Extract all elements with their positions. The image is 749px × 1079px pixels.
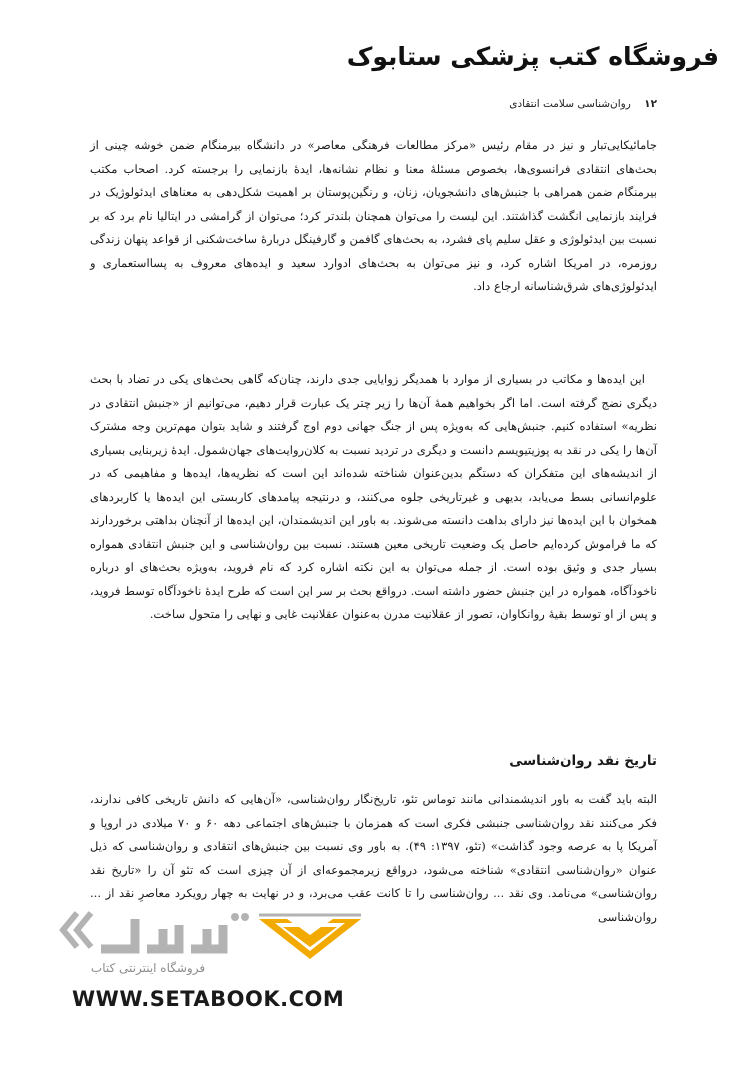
chevron-left-icon xyxy=(55,905,95,955)
section-heading: تاریخ نقد روان‌شناسی xyxy=(509,753,657,769)
store-title: فروشگاه کتب پزشکی ستابوک xyxy=(346,42,719,71)
paragraph-2: این ایده‌ها و مکاتب در بسیاری از موارد با همدیگر زوایایی جدی دارند، چنان‌که گاهی بحث‌های یکی در تضاد با بحث دیگری نضج گرفته است. اما اگر بخواهیم همهٔ آن‌ها را زیر چتر یک عبارت قرار دهیم، می‌توانیم از «جنبش انتقادی در نظریه» استفاده کنیم. جنبش‌هایی که به‌ویژه پس از جنگ جهانی دوم اوج گرفتند و شاید بتوان مهم‌ترین وجه مشترک آن‌ها را یکی در نقد به پوزیتیویسم دانست و دیگری در تردید نسبت به کلان‌روایت‌های جهان‌شمول. ایدهٔ زیربنایی بسیاری از اندیشه‌های این متفکران که دستگم بدین‌عنوان شناخته شده‌اند این است که نظریه‌ها، ایده‌ها و مفاهیمی که در علوم‌انسانی بسط می‌یابد، بدیهی و غیرتاریخی جلوه می‌کنند، و درنتیجه پیامدهای کاربستی این ایده‌ها یا کاربردهای همخوان با این ایده‌ها نیز دارای بداهت دانسته می‌شوند. به باور این اندیشمندان، این ایده‌ها از آنچنان بداهتی برخوردارند که ما فراموش کرده‌ایم حاصل یک وضعیت تاریخی معین هستند. نسبت بین روان‌شناسی و این جنبش انتقادی همواره بسیار جدی و وثیق بوده است. از جمله می‌توان به این نکته اشاره کرد که نام فروید، به‌ویژه بحث‌های او درباره ناخودآگاه، همواره در این جنبش حضور داشته است. درواقع بحث بر سر این است که طرح ایدهٔ ناخودآگاه توسط فروید، و پس از او توسط بقیهٔ روانکاوان، تصور از عقلانیت مدرن به‌عنوان عقلانیت غایی و نهایی را متحول ساخت. xyxy=(90,372,657,621)
running-head xyxy=(97,98,657,110)
setabook-wordmark-icon xyxy=(95,905,255,960)
paragraph-3: البته باید گفت به باور اندیشمندانی مانند توماس تئو، تاریخ‌نگار روان‌شناسی، «آن‌هایی که دانش تاریخی کافی ندارند، فکر می‌کنند نقد روان‌شناسی جنبشی فکری است که همزمان با جنبش‌های اجتماعی دهه ۶۰ و ۷۰ میلادی در اروپا و آمریکا پا به عرصه وجود گذاشت» (تئو، ۱۳۹۷: ۴۹). به باور وی نسبت بین جنبش‌های انتقادی و روان‌شناسی که ذیل عنوان «روان‌شناسی انتقادی» شناخته می‌شود، درواقع زیرمجموعه‌ای از آن چیزی است که تئو آن را «تاریخ نقد روان‌شناسی» می‌نامد. وی نقد ... روان‌شناسی را تا کانت عقب می‌برد، و در نهایت به چهار رویکرد معاصرِ نقد از ... روان‌شناسی xyxy=(90,792,657,924)
crown-emblem-icon xyxy=(255,909,365,967)
paragraph-1: جامائیکایی‌تبار و نیز در مقام رئیس «مرکز مطالعات فرهنگی معاصر» در دانشگاه بیرمنگام ضمن خوشه چینی از بحث‌های انتقادی فرانسوی‌ها، بخصوص مسئلهٔ معنا و نظام نشانه‌ها، ایدهٔ بازنمایی را برجسته کرد. اصحاب مکتب بیرمنگام ضمن همراهی با جنبش‌های دانشجویان، زنان، و رنگین‌پوستان بر اهمیت شکل‌دهی به معناهای ایدئولوژیک در فرایند بازنمایی انگشت گذاشتند. این لیست را می‌توان همچنان بلندتر کرد؛ می‌توان از گرامشی در ایتالیا نام برد که بر نسبت بین ایدئولوژی و عقل سلیم پای فشرد، به بحث‌های گافمن و گارفینگل دربارهٔ ساخت‌شکنی از قواعد پنهان زندگی روزمره، در امریکا اشاره کرد، و نیز می‌توان به بحث‌های ادوارد سعید و ایده‌های معروف به پسااستعماری و ایدئولوژی‌های شرق‌شناسانه ارجاع داد. xyxy=(90,138,658,293)
setabook-logo xyxy=(55,905,355,980)
page-number: ۱۲ xyxy=(644,98,657,110)
running-title: روان‌شناسی سلامت انتقادی xyxy=(509,98,631,110)
site-url: WWW.SETABOOK.COM xyxy=(72,987,345,1011)
logo-tagline: فروشگاه اینترنتی کتاب xyxy=(90,961,206,975)
